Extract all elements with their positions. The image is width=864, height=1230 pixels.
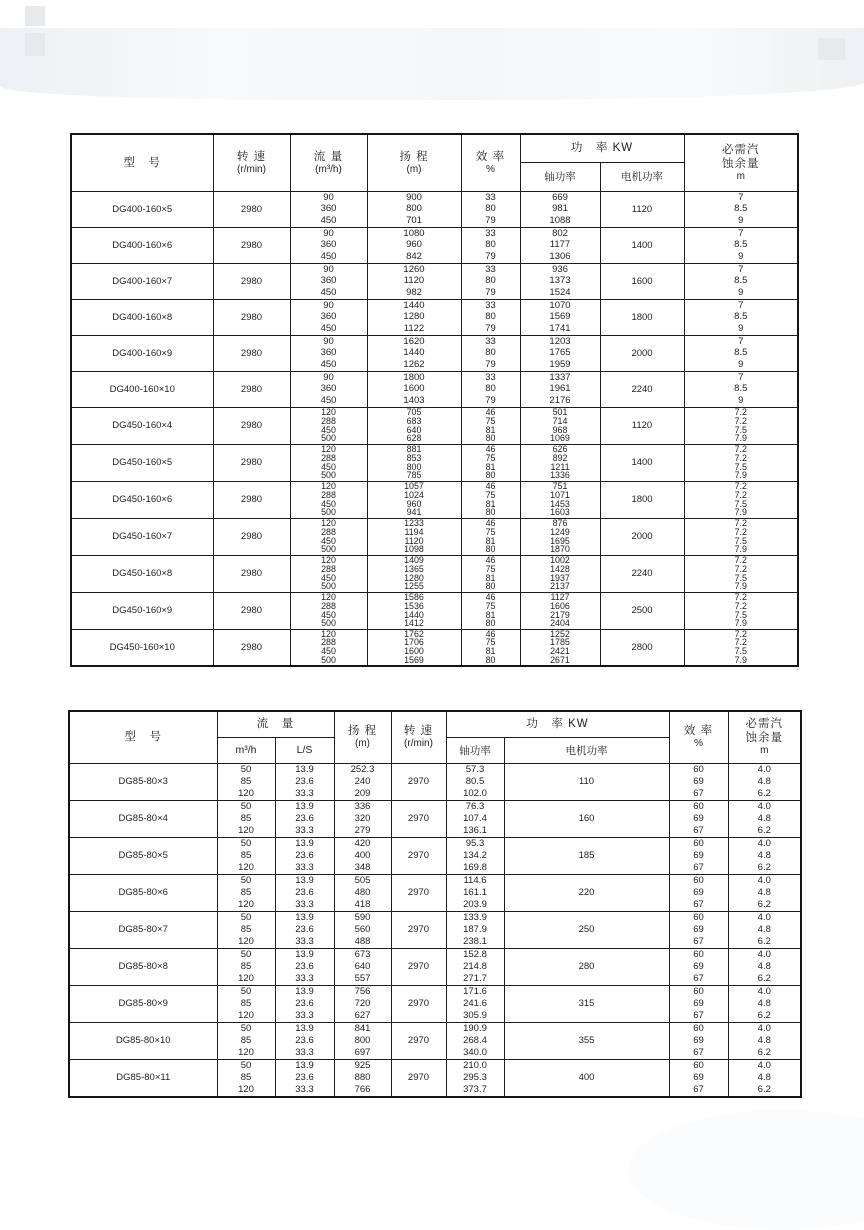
- table-row: [69, 985, 801, 1022]
- cell-head: 420 400 348: [334, 837, 391, 874]
- col-header-npsh: [684, 134, 798, 191]
- cell-motor: 1800: [600, 299, 684, 335]
- cell-shaft: 626 892 1211 1336: [520, 444, 600, 481]
- col-header-motor-power: 电机功率: [504, 737, 669, 763]
- cell-flow_ls: 13.9 23.6 33.3: [275, 874, 334, 911]
- col-header-model: [71, 134, 213, 191]
- cell-speed: 2980: [213, 555, 290, 592]
- cell-speed: 2970: [391, 800, 446, 837]
- cell-model: DG85-80×11: [69, 1059, 217, 1097]
- cell-eff: 46 75 81 80: [461, 444, 520, 481]
- cell-shaft: 1252 1785 2421 2671: [520, 629, 600, 666]
- col-header-flow: 流 量: [217, 711, 334, 737]
- cell-head: 1409 1365 1280 1255: [367, 555, 461, 592]
- col-header-model-label: 型 号: [124, 731, 162, 744]
- table-row: [71, 335, 798, 371]
- npsh-label-2: 蚀余量: [722, 157, 760, 170]
- scan-mark: [25, 33, 45, 56]
- cell-head: 1233 1194 1120 1098: [367, 518, 461, 555]
- cell-eff: 33 80 79: [461, 335, 520, 371]
- cell-npsh: 7.2 7.2 7.5 7.9: [684, 481, 798, 518]
- cell-flow_m3h: 50 85 120: [217, 948, 275, 985]
- cell-model: DG450-160×9: [71, 592, 213, 629]
- cell-eff: 46 75 81 80: [461, 629, 520, 666]
- cell-motor: 355: [504, 1022, 669, 1059]
- cell-npsh: 7.2 7.2 7.5 7.9: [684, 518, 798, 555]
- cell-npsh: 7.2 7.2 7.5 7.9: [684, 444, 798, 481]
- npsh-unit: m: [736, 170, 745, 182]
- cell-shaft: 501 714 968 1069: [520, 407, 600, 444]
- cell-model: DG400-160×5: [71, 191, 213, 227]
- cell-motor: 1800: [600, 481, 684, 518]
- cell-eff: 60 69 67: [669, 1022, 728, 1059]
- cell-speed: 2980: [213, 263, 290, 299]
- cell-speed: 2980: [213, 371, 290, 407]
- cell-shaft: 669 981 1088: [520, 191, 600, 227]
- cell-motor: 185: [504, 837, 669, 874]
- cell-shaft: 76.3 107.4 136.1: [446, 800, 504, 837]
- cell-flow: 90 360 450: [290, 191, 367, 227]
- cell-motor: 1120: [600, 407, 684, 444]
- pump-spec-table-dg85: [68, 710, 802, 1098]
- head-label: 扬 程: [347, 725, 378, 738]
- col-header-flow-ls: L/S: [275, 737, 334, 763]
- cell-speed: 2970: [391, 763, 446, 800]
- cell-npsh: 4.0 4.8 6.2: [728, 763, 801, 800]
- cell-speed: 2980: [213, 227, 290, 263]
- cell-npsh: 4.0 4.8 6.2: [728, 837, 801, 874]
- npsh-label-1: 必需汽: [722, 143, 760, 156]
- col-header-npsh: [728, 711, 801, 763]
- cell-speed: 2970: [391, 1059, 446, 1097]
- cell-speed: 2980: [213, 444, 290, 481]
- cell-motor: 400: [504, 1059, 669, 1097]
- cell-model: DG450-160×4: [71, 407, 213, 444]
- cell-flow: 90 360 450: [290, 263, 367, 299]
- cell-shaft: 1127 1606 2179 2404: [520, 592, 600, 629]
- cell-head: 1800 1600 1403: [367, 371, 461, 407]
- npsh-label-2: 蚀余量: [745, 732, 784, 745]
- cell-model: DG85-80×6: [69, 874, 217, 911]
- table-row: [71, 518, 798, 555]
- cell-eff: 33 80 79: [461, 191, 520, 227]
- table-row: [71, 407, 798, 444]
- cell-npsh: 7 8.5 9: [684, 299, 798, 335]
- cell-head: 705 683 640 628: [367, 407, 461, 444]
- col-header-flow: [290, 134, 367, 191]
- cell-eff: 60 69 67: [669, 985, 728, 1022]
- cell-motor: 2500: [600, 592, 684, 629]
- cell-motor: 110: [504, 763, 669, 800]
- cell-flow_ls: 13.9 23.6 33.3: [275, 1059, 334, 1097]
- cell-shaft: 802 1177 1306: [520, 227, 600, 263]
- cell-shaft: 1203 1765 1959: [520, 335, 600, 371]
- col-header-model: [69, 711, 217, 763]
- cell-motor: 2240: [600, 555, 684, 592]
- cell-flow_m3h: 50 85 120: [217, 874, 275, 911]
- cell-motor: 1600: [600, 263, 684, 299]
- cell-model: DG450-160×6: [71, 481, 213, 518]
- scan-mark: [818, 38, 845, 60]
- efficiency-label: 效 率: [683, 725, 714, 738]
- pump-spec-table-dg400-dg450: [70, 133, 799, 667]
- cell-head: 841 800 697: [334, 1022, 391, 1059]
- cell-npsh: 7.2 7.2 7.5 7.9: [684, 555, 798, 592]
- cell-flow_ls: 13.9 23.6 33.3: [275, 985, 334, 1022]
- cell-eff: 46 75 81 80: [461, 555, 520, 592]
- cell-npsh: 7.2 7.2 7.5 7.9: [684, 407, 798, 444]
- flow-label: 流 量: [313, 150, 344, 163]
- speed-unit: (r/min): [404, 738, 433, 750]
- cell-flow_m3h: 50 85 120: [217, 1022, 275, 1059]
- cell-speed: 2980: [213, 518, 290, 555]
- cell-eff: 46 75 81 80: [461, 481, 520, 518]
- cell-eff: 60 69 67: [669, 800, 728, 837]
- cell-motor: 250: [504, 911, 669, 948]
- cell-shaft: 1337 1961 2176: [520, 371, 600, 407]
- cell-model: DG450-160×8: [71, 555, 213, 592]
- cell-npsh: 4.0 4.8 6.2: [728, 911, 801, 948]
- table-row: [71, 592, 798, 629]
- cell-model: DG450-160×7: [71, 518, 213, 555]
- table-row: [71, 371, 798, 407]
- col-header-efficiency: [461, 134, 520, 191]
- cell-head: 1080 960 842: [367, 227, 461, 263]
- head-unit: (m): [406, 163, 422, 175]
- cell-flow: 90 360 450: [290, 371, 367, 407]
- table-row: [69, 911, 801, 948]
- cell-motor: 2000: [600, 518, 684, 555]
- cell-model: DG400-160×6: [71, 227, 213, 263]
- cell-head: 1440 1280 1122: [367, 299, 461, 335]
- cell-shaft: 114.6 161.1 203.9: [446, 874, 504, 911]
- col-header-flow-m3h: m³/h: [217, 737, 275, 763]
- table-row: [71, 227, 798, 263]
- cell-shaft: 210.0 295.3 373.7: [446, 1059, 504, 1097]
- cell-motor: 1400: [600, 444, 684, 481]
- cell-model: DG400-160×8: [71, 299, 213, 335]
- cell-eff: 60 69 67: [669, 763, 728, 800]
- cell-shaft: 751 1071 1453 1603: [520, 481, 600, 518]
- cell-flow: 120 288 450 500: [290, 555, 367, 592]
- cell-motor: 2240: [600, 371, 684, 407]
- cell-speed: 2970: [391, 985, 446, 1022]
- cell-model: DG85-80×7: [69, 911, 217, 948]
- cell-shaft: 1070 1569 1741: [520, 299, 600, 335]
- cell-head: 252.3 240 209: [334, 763, 391, 800]
- table-row: [71, 481, 798, 518]
- cell-shaft: 133.9 187.9 238.1: [446, 911, 504, 948]
- table-row: [69, 1022, 801, 1059]
- cell-npsh: 7.2 7.2 7.5 7.9: [684, 629, 798, 666]
- efficiency-label: 效 率: [475, 150, 506, 163]
- cell-npsh: 7 8.5 9: [684, 335, 798, 371]
- table-row: [71, 555, 798, 592]
- col-header-shaft-power: 轴功率: [520, 162, 600, 191]
- cell-speed: 2970: [391, 837, 446, 874]
- cell-motor: 1120: [600, 191, 684, 227]
- cell-model: DG400-160×9: [71, 335, 213, 371]
- cell-model: DG85-80×9: [69, 985, 217, 1022]
- cell-motor: 2000: [600, 335, 684, 371]
- cell-eff: 46 75 81 80: [461, 592, 520, 629]
- cell-speed: 2970: [391, 911, 446, 948]
- cell-shaft: 876 1249 1695 1870: [520, 518, 600, 555]
- col-header-model-label: 型 号: [123, 156, 161, 169]
- col-header-power: 功 率 KW: [446, 711, 669, 737]
- cell-head: 1762 1706 1600 1569: [367, 629, 461, 666]
- cell-shaft: 152.8 214.8 271.7: [446, 948, 504, 985]
- cell-head: 881 853 800 785: [367, 444, 461, 481]
- cell-flow_ls: 13.9 23.6 33.3: [275, 800, 334, 837]
- cell-head: 673 640 557: [334, 948, 391, 985]
- cell-speed: 2980: [213, 191, 290, 227]
- cell-npsh: 4.0 4.8 6.2: [728, 874, 801, 911]
- cell-npsh: 7 8.5 9: [684, 263, 798, 299]
- cell-head: 756 720 627: [334, 985, 391, 1022]
- table-row: [71, 444, 798, 481]
- cell-motor: 160: [504, 800, 669, 837]
- cell-speed: 2970: [391, 948, 446, 985]
- cell-shaft: 171.6 241.6 305.9: [446, 985, 504, 1022]
- cell-npsh: 4.0 4.8 6.2: [728, 985, 801, 1022]
- cell-eff: 60 69 67: [669, 948, 728, 985]
- col-header-motor-power: 电机功率: [600, 162, 684, 191]
- col-header-shaft-power: 轴功率: [446, 737, 504, 763]
- efficiency-unit: %: [486, 163, 495, 175]
- speed-label: 转 速: [236, 150, 267, 163]
- cell-eff: 60 69 67: [669, 1059, 728, 1097]
- speed-unit: (r/min): [237, 163, 266, 175]
- cell-speed: 2980: [213, 629, 290, 666]
- cell-flow_m3h: 50 85 120: [217, 1059, 275, 1097]
- cell-speed: 2970: [391, 874, 446, 911]
- cell-eff: 33 80 79: [461, 371, 520, 407]
- cell-model: DG400-160×7: [71, 263, 213, 299]
- cell-npsh: 7.2 7.2 7.5 7.9: [684, 592, 798, 629]
- cell-shaft: 57.3 80.5 102.0: [446, 763, 504, 800]
- cell-motor: 2800: [600, 629, 684, 666]
- col-header-speed: [213, 134, 290, 191]
- cell-npsh: 7 8.5 9: [684, 227, 798, 263]
- cell-eff: 33 80 79: [461, 227, 520, 263]
- cell-model: DG85-80×8: [69, 948, 217, 985]
- cell-npsh: 4.0 4.8 6.2: [728, 948, 801, 985]
- cell-head: 505 480 418: [334, 874, 391, 911]
- cell-speed: 2980: [213, 407, 290, 444]
- cell-npsh: 4.0 4.8 6.2: [728, 1059, 801, 1097]
- cell-head: 1057 1024 960 941: [367, 481, 461, 518]
- head-label: 扬 程: [399, 150, 429, 163]
- cell-head: 590 560 488: [334, 911, 391, 948]
- cell-model: DG450-160×10: [71, 629, 213, 666]
- cell-eff: 60 69 67: [669, 911, 728, 948]
- head-unit: (m): [355, 738, 370, 750]
- cell-flow: 120 288 450 500: [290, 592, 367, 629]
- cell-eff: 46 75 81 80: [461, 407, 520, 444]
- flow-unit: (m³/h): [315, 163, 342, 175]
- cell-shaft: 190.9 268.4 340.0: [446, 1022, 504, 1059]
- cell-motor: 315: [504, 985, 669, 1022]
- cell-model: DG85-80×5: [69, 837, 217, 874]
- cell-model: DG85-80×10: [69, 1022, 217, 1059]
- cell-shaft: 1002 1428 1937 2137: [520, 555, 600, 592]
- col-header-head: [367, 134, 461, 191]
- cell-flow_m3h: 50 85 120: [217, 800, 275, 837]
- speed-label: 转 速: [403, 725, 434, 738]
- cell-flow: 120 288 450 500: [290, 518, 367, 555]
- npsh-unit: m: [760, 745, 769, 757]
- cell-flow: 120 288 450 500: [290, 407, 367, 444]
- table1-body: [71, 191, 798, 666]
- cell-flow: 120 288 450 500: [290, 629, 367, 666]
- table2-body: [69, 763, 801, 1097]
- table-row: [69, 1059, 801, 1097]
- cell-motor: 1400: [600, 227, 684, 263]
- cell-head: 336 320 279: [334, 800, 391, 837]
- cell-head: 925 880 766: [334, 1059, 391, 1097]
- cell-motor: 280: [504, 948, 669, 985]
- table-row: [69, 763, 801, 800]
- cell-model: DG85-80×4: [69, 800, 217, 837]
- cell-npsh: 7 8.5 9: [684, 191, 798, 227]
- cell-speed: 2980: [213, 299, 290, 335]
- cell-flow_ls: 13.9 23.6 33.3: [275, 1022, 334, 1059]
- cell-speed: 2980: [213, 335, 290, 371]
- cell-npsh: 4.0 4.8 6.2: [728, 1022, 801, 1059]
- cell-eff: 46 75 81 80: [461, 518, 520, 555]
- table-row: [71, 629, 798, 666]
- cell-npsh: 7 8.5 9: [684, 371, 798, 407]
- cell-eff: 33 80 79: [461, 263, 520, 299]
- cell-eff: 60 69 67: [669, 874, 728, 911]
- cell-head: 1260 1120 982: [367, 263, 461, 299]
- scan-mark: [25, 6, 45, 26]
- cell-speed: 2980: [213, 592, 290, 629]
- col-header-efficiency: [669, 711, 728, 763]
- cell-flow: 90 360 450: [290, 335, 367, 371]
- cell-head: 1620 1440 1262: [367, 335, 461, 371]
- cell-flow: 120 288 450 500: [290, 444, 367, 481]
- scan-blob: [628, 1110, 864, 1230]
- cell-npsh: 4.0 4.8 6.2: [728, 800, 801, 837]
- cell-speed: 2980: [213, 481, 290, 518]
- cell-eff: 60 69 67: [669, 837, 728, 874]
- table-row: [71, 191, 798, 227]
- cell-speed: 2970: [391, 1022, 446, 1059]
- table-row: [71, 299, 798, 335]
- cell-flow: 90 360 450: [290, 299, 367, 335]
- table-row: [69, 874, 801, 911]
- cell-shaft: 936 1373 1524: [520, 263, 600, 299]
- cell-head: 900 800 701: [367, 191, 461, 227]
- table2-header: [69, 711, 801, 763]
- col-header-speed: [391, 711, 446, 763]
- cell-flow_m3h: 50 85 120: [217, 763, 275, 800]
- cell-flow_ls: 13.9 23.6 33.3: [275, 911, 334, 948]
- cell-flow_ls: 13.9 23.6 33.3: [275, 763, 334, 800]
- cell-model: DG450-160×5: [71, 444, 213, 481]
- table-row: [71, 263, 798, 299]
- cell-shaft: 95.3 134.2 169.8: [446, 837, 504, 874]
- cell-flow_m3h: 50 85 120: [217, 985, 275, 1022]
- cell-flow: 90 360 450: [290, 227, 367, 263]
- table-row: [69, 837, 801, 874]
- col-header-power: 功 率 KW: [520, 134, 684, 162]
- cell-flow_ls: 13.9 23.6 33.3: [275, 837, 334, 874]
- cell-flow_m3h: 50 85 120: [217, 911, 275, 948]
- cell-eff: 33 80 79: [461, 299, 520, 335]
- table-row: [69, 800, 801, 837]
- scan-shadow-band: [0, 28, 864, 100]
- cell-flow_m3h: 50 85 120: [217, 837, 275, 874]
- efficiency-unit: %: [694, 738, 703, 750]
- col-header-head: [334, 711, 391, 763]
- cell-motor: 220: [504, 874, 669, 911]
- cell-head: 1586 1536 1440 1412: [367, 592, 461, 629]
- cell-flow: 120 288 450 500: [290, 481, 367, 518]
- cell-model: DG85-80×3: [69, 763, 217, 800]
- npsh-label-1: 必需汽: [745, 718, 784, 731]
- table1-header: [71, 134, 798, 191]
- cell-flow_ls: 13.9 23.6 33.3: [275, 948, 334, 985]
- cell-model: DG400-160×10: [71, 371, 213, 407]
- table-row: [69, 948, 801, 985]
